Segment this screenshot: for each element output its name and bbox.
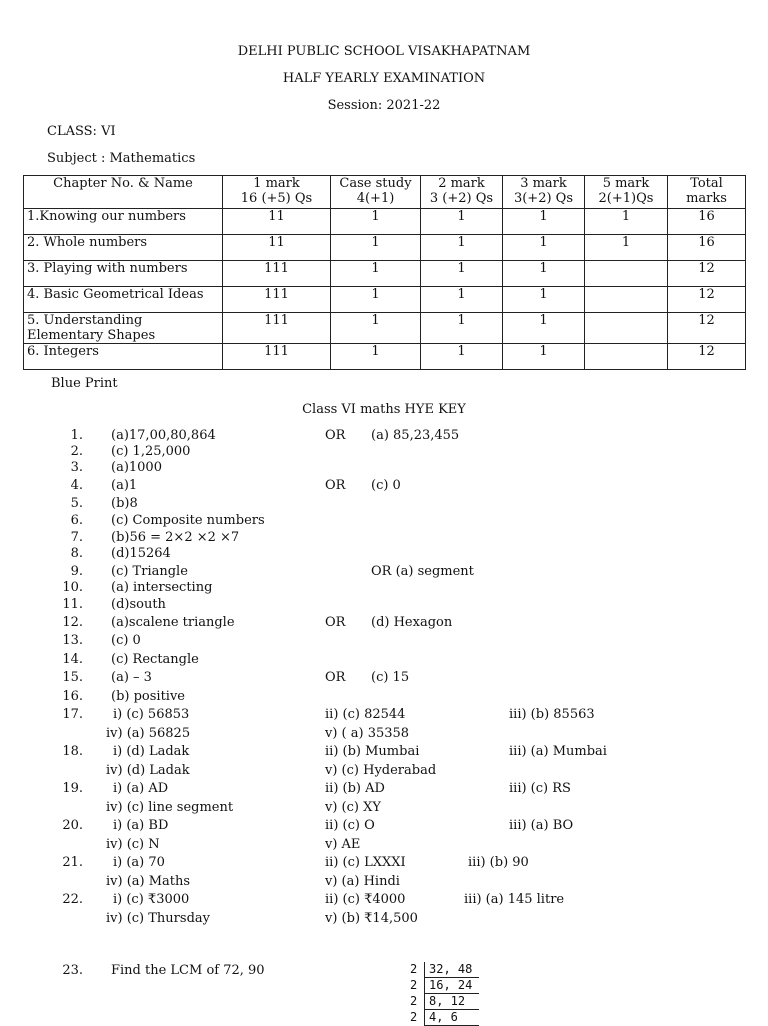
header-cell: 3 mark 3(+2) Qs [503,176,585,209]
marks-cell [585,313,668,344]
marks-cell: 16 [668,235,746,261]
key-title: Class VI maths HYE KEY [302,402,466,417]
table-row [24,313,746,344]
marks-cell: 1 [585,209,668,235]
marks-cell: 1 [503,209,585,235]
table-row [24,287,746,313]
marks-cell: 111 [223,287,331,313]
answer-number: 17. [62,707,83,722]
answer-text: (a)1 [111,478,138,493]
sub-answer: i) (a) BD [113,818,169,833]
divisor: 2 [410,1010,418,1024]
sub-answer: ii) (c) O [325,818,375,833]
marks-cell: 1 [421,287,503,313]
marks-cell: 12 [668,313,746,344]
sub-answer: iv) (a) 56825 [106,726,191,741]
blueprint-caption: Blue Print [51,376,118,391]
sub-answer: ii) (b) Mumbai [325,744,420,759]
marks-cell: 11 [223,235,331,261]
answer-number: 18. [62,744,83,759]
sub-answer: iii) (a) BO [509,818,574,833]
answer-number: 3. [70,460,83,475]
answer-text: (a)17,00,80,864 [111,428,216,443]
marks-cell: 1 [331,313,421,344]
answer-text: (a)scalene triangle [111,615,235,630]
header-cell: Case study 4(+1) [331,176,421,209]
q23-number: 23. [62,963,83,978]
sub-answer: iii) (c) RS [509,781,571,796]
alternate-answer: (c) 15 [371,670,410,685]
alternate-answer: (c) 0 [371,478,401,493]
sub-answer: i) (c) 56853 [113,707,190,722]
marks-cell: 1 [503,261,585,287]
marks-cell: 11 [223,209,331,235]
chapter-name-cell: 4. Basic Geometrical Ideas [24,287,223,313]
answer-number: 2. [70,444,83,459]
answer-number: 5. [70,496,83,511]
divisor: 2 [410,978,418,992]
dividend: 4, 6 [424,1010,479,1026]
answer-number: 22. [62,892,83,907]
sub-answer: i) (c) ₹3000 [113,892,190,907]
class-label: CLASS: VI [47,124,116,139]
marks-cell: 1 [331,235,421,261]
answer-text: (d)15264 [111,546,171,561]
chapter-name-cell: 6. Integers [24,344,223,370]
answer-text: (c) Rectangle [111,652,199,667]
answer-text: (c) Composite numbers [111,513,265,528]
sub-answer: v) (c) Hyderabad [325,763,437,778]
sub-answer: i) (a) 70 [113,855,165,870]
answer-number: 11. [62,597,83,612]
answer-text: (a) intersecting [111,580,213,595]
answer-number: 7. [70,530,83,545]
school-name: DELHI PUBLIC SCHOOL VISAKHAPATNAM [237,44,531,59]
marks-cell: 16 [668,209,746,235]
sub-answer: v) ( a) 35358 [325,726,410,741]
marks-cell: 1 [331,287,421,313]
marks-cell: 1 [331,344,421,370]
answer-number: 9. [70,564,83,579]
sub-answer: ii) (b) AD [325,781,385,796]
dividend: 32, 48 [424,962,479,978]
sub-answer: ii) (c) 82544 [325,707,406,722]
answer-text: (a)1000 [111,460,162,475]
sub-answer: ii) (c) LXXXI [325,855,406,870]
answer-number: 6. [70,513,83,528]
chapter-name-cell: 2. Whole numbers [24,235,223,261]
answer-text: (d)south [111,597,166,612]
marks-cell: 1 [503,235,585,261]
answer-number: 14. [62,652,83,667]
alternate-answer: (d) Hexagon [371,615,453,630]
session: Session: 2021-22 [327,98,441,113]
sub-answer: iv) (d) Ladak [106,763,190,778]
answer-number: 20. [62,818,83,833]
marks-cell: 12 [668,261,746,287]
answer-number: 4. [70,478,83,493]
header-cell: 5 mark 2(+1)Qs [585,176,668,209]
alternate-answer: (a) 85,23,455 [371,428,460,443]
chapter-name-cell: 3. Playing with numbers [24,261,223,287]
sub-answer: v) AE [325,837,361,852]
table-row [24,235,746,261]
sub-answer: i) (a) AD [113,781,169,796]
sub-answer: iii) (a) Mumbai [509,744,607,759]
marks-cell: 111 [223,261,331,287]
answer-number: 16. [62,689,83,704]
answer-text: (c) 1,25,000 [111,444,191,459]
header-cell: Chapter No. & Name [24,176,223,209]
marks-cell: 1 [331,209,421,235]
marks-cell: 111 [223,313,331,344]
answer-number: 12. [62,615,83,630]
answer-number: 10. [62,580,83,595]
marks-cell [585,261,668,287]
marks-cell: 1 [421,344,503,370]
answer-number: 8. [70,546,83,561]
marks-cell: 1 [421,209,503,235]
marks-cell [585,344,668,370]
sub-answer: v) (a) Hindi [325,874,400,889]
marks-cell: 1 [421,313,503,344]
sub-answer: ii) (c) ₹4000 [325,892,406,907]
sub-answer: iii) (b) 90 [468,855,529,870]
answer-number: 21. [62,855,83,870]
exam-title: HALF YEARLY EXAMINATION [282,71,486,86]
or-label: OR [325,670,346,685]
header-cell: Total marks [668,176,746,209]
answer-text: (c) Triangle [111,564,188,579]
subject-label: Subject : Mathematics [47,151,196,166]
table-header-row [24,176,746,209]
answer-number: 13. [62,633,83,648]
answer-text: (a) – 3 [111,670,152,685]
table-row [24,344,746,370]
answer-number: 19. [62,781,83,796]
answer-number: 1. [70,428,83,443]
sub-answer: v) (c) XY [325,800,381,815]
marks-cell: 12 [668,287,746,313]
sub-answer: i) (d) Ladak [113,744,190,759]
divisor: 2 [410,962,418,976]
answer-text: (b)56 = 2×2 ×2 ×7 [111,530,240,545]
header-cell: 1 mark 16 (+5) Qs [223,176,331,209]
blueprint-table [23,175,746,370]
q23-text: Find the LCM of 72, 90 [111,963,265,978]
marks-cell: 1 [585,235,668,261]
sub-answer: iii) (b) 85563 [509,707,595,722]
table-row [24,261,746,287]
marks-cell: 1 [421,235,503,261]
marks-cell: 12 [668,344,746,370]
dividend: 16, 24 [424,978,479,994]
or-label: OR [325,615,346,630]
marks-cell: 1 [421,261,503,287]
dividend: 8, 12 [424,994,479,1010]
answer-text: (b) positive [111,689,185,704]
marks-cell: 1 [331,261,421,287]
sub-answer: iv) (a) Maths [106,874,191,889]
sub-answer: iv) (c) N [106,837,160,852]
marks-cell [585,287,668,313]
chapter-name-cell: 1.Knowing our numbers [24,209,223,235]
answer-text: (b)8 [111,496,138,511]
sub-answer: v) (b) ₹14,500 [325,911,418,926]
divisor: 2 [410,994,418,1008]
answer-number: 15. [62,670,83,685]
sub-answer: iv) (c) line segment [106,800,234,815]
header-cell: 2 mark 3 (+2) Qs [421,176,503,209]
marks-cell: 1 [503,344,585,370]
marks-cell: 111 [223,344,331,370]
marks-cell: 1 [503,313,585,344]
alternate-answer: OR (a) segment [371,564,474,579]
or-label: OR [325,428,346,443]
or-label: OR [325,478,346,493]
marks-cell: 1 [503,287,585,313]
table-row [24,209,746,235]
sub-answer: iii) (a) 145 litre [464,892,565,907]
answer-text: (c) 0 [111,633,141,648]
sub-answer: iv) (c) Thursday [106,911,210,926]
chapter-name-cell: 5. Understanding Elementary Shapes [24,313,223,344]
